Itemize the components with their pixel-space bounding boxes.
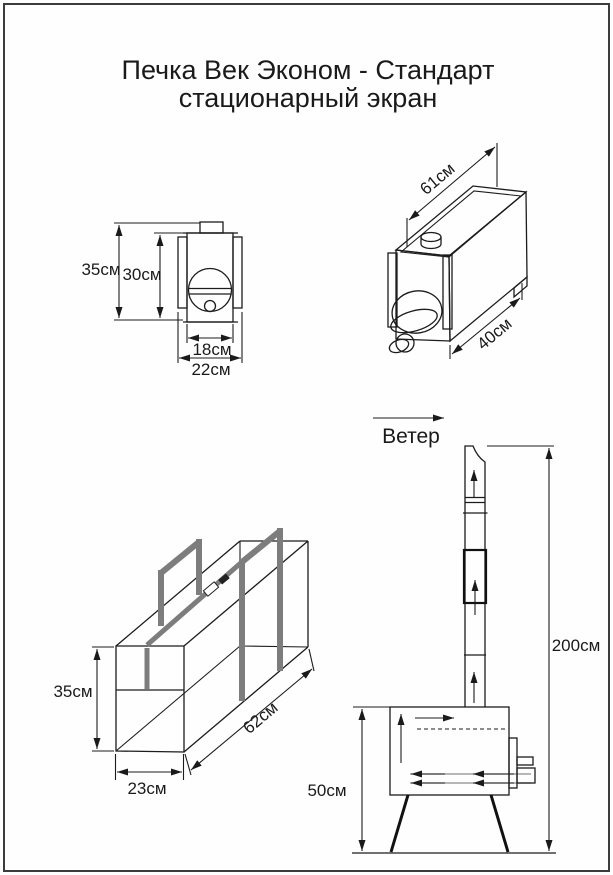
side-door-hardware — [509, 738, 535, 788]
front-door-circle — [189, 269, 232, 312]
screen-front-face — [116, 646, 184, 752]
side-airflow — [401, 714, 531, 783]
front-stove-body — [187, 233, 233, 322]
iso-right-rail — [443, 255, 452, 329]
front-dim-18-label: 18см — [192, 340, 232, 359]
front-right-rail — [233, 237, 242, 308]
iso-view — [388, 143, 527, 359]
front-dim-30-label: 30см — [122, 265, 162, 284]
screen-dim-35-label: 35см — [53, 682, 93, 701]
page-title-line1: Печка Век Эконом - Стандарт — [121, 55, 495, 85]
strap-buckle — [203, 582, 218, 596]
page-title-line2: стационарный экран — [178, 83, 438, 113]
side-right-leg — [491, 795, 508, 852]
side-left-leg — [391, 795, 408, 852]
front-chimney-stub — [200, 222, 223, 233]
chimney-pipe — [463, 446, 488, 707]
side-view — [307, 418, 600, 853]
screen-iso-view — [53, 528, 314, 798]
iso-chimney-collar — [421, 233, 441, 249]
wind-label: Ветер — [382, 425, 440, 448]
side-dim-50-label: 50см — [307, 781, 347, 800]
front-dim-22-label: 22см — [191, 360, 231, 379]
front-view — [81, 222, 242, 379]
page-border — [4, 4, 609, 871]
screen-dim-62-label: 62см — [239, 697, 282, 738]
iso-front-face — [396, 250, 450, 341]
front-left-rail — [178, 237, 187, 308]
front-dim-35-label: 35см — [81, 260, 121, 279]
iso-dim-61-label: 61см — [416, 158, 459, 199]
iso-side-face — [449, 192, 527, 341]
front-damper-knob — [205, 301, 216, 312]
side-stove-body — [390, 707, 509, 795]
side-dim-200-label: 200см — [551, 636, 601, 655]
screen-dim-23-label: 23см — [127, 779, 167, 798]
iso-dim-40-label: 40см — [473, 313, 516, 354]
title-block — [122, 55, 495, 113]
iso-bottom-step — [514, 277, 527, 297]
